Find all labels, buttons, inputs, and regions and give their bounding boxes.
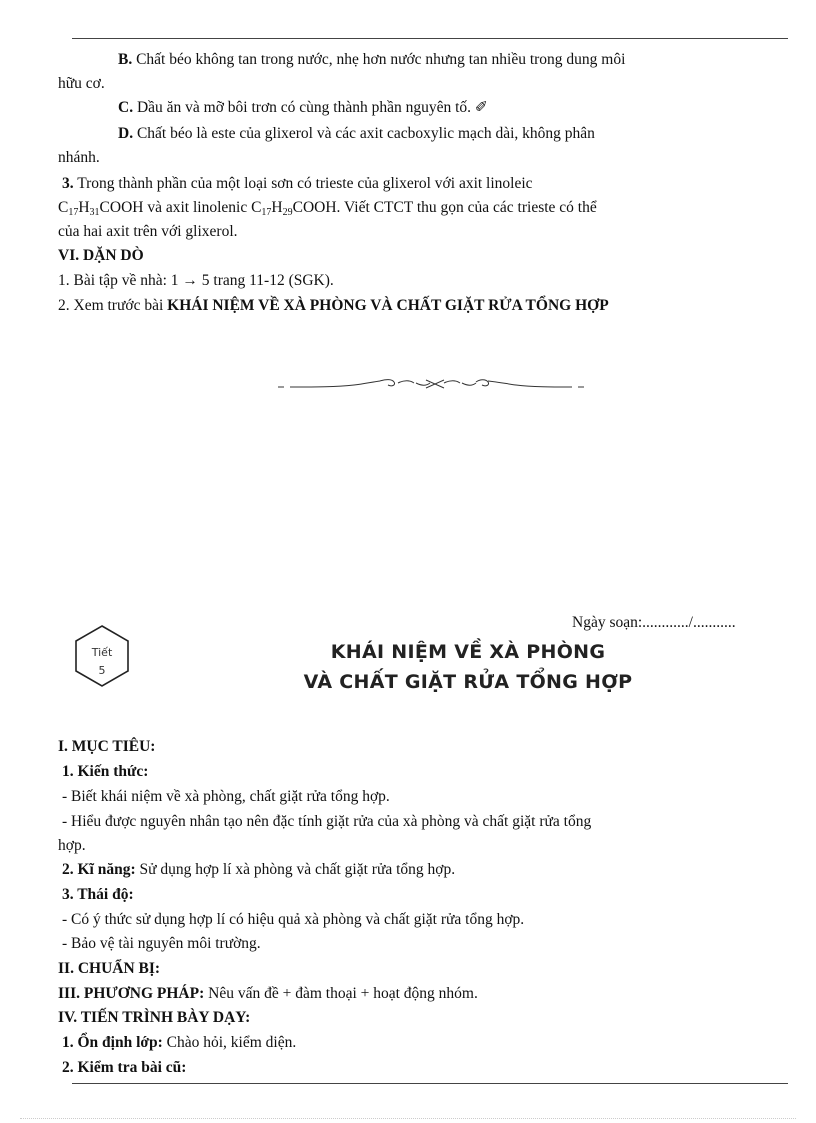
top-rule	[72, 38, 788, 39]
knowledge-item-1: - Biết khái niệm về xà phòng, chất giặt rửa tổng hợp.	[62, 788, 390, 805]
option-d	[118, 124, 595, 144]
homework-1: 1. Bài tập về nhà: 1 → 5 trang 11-12 (SGK).	[58, 272, 334, 289]
question-3-number: 3.	[62, 175, 74, 192]
pencil-icon: ✐	[474, 99, 488, 116]
option-d-cont: nhánh.	[58, 149, 100, 166]
option-b-cont: hữu cơ.	[58, 75, 105, 92]
knowledge-item-2-cont: hợp.	[58, 837, 86, 854]
class-stabilization-line: 1. Ổn định lớp: Chào hỏi, kiểm diện.	[62, 1034, 297, 1051]
attitude-item-1: - Có ý thức sử dụng hợp lí có hiệu quả xà phòng và chất giặt rửa tổng hợp.	[62, 911, 525, 928]
option-c	[118, 98, 488, 118]
question-3	[62, 174, 533, 194]
section-ii-heading: II. CHUẨN BỊ:	[58, 960, 161, 977]
section-i-heading: I. MỤC TIÊU:	[58, 738, 156, 755]
old-lesson-check-heading: 2. Kiểm tra bài cũ:	[62, 1059, 187, 1076]
option-b-letter: B.	[118, 51, 133, 68]
section-iv-heading: IV. TIẾN TRÌNH BÀY DẠY:	[58, 1009, 251, 1026]
preparation-date: Ngày soạn:............/...........	[572, 614, 736, 631]
bottom-rule	[72, 1083, 788, 1084]
lesson-badge-label: Tiết	[91, 646, 113, 659]
option-d-text: Chất béo là este của glixerol và các axit cacboxylic mạch dài, không phân	[133, 125, 595, 142]
option-b-text: Chất béo không tan trong nước, nhẹ hơn nước nhưng tan nhiều trong dung môi	[132, 51, 626, 68]
option-d-letter: D.	[118, 125, 134, 142]
question-3-cont: của hai axit trên với glixerol.	[58, 223, 238, 240]
next-lesson-title: KHÁI NIỆM VỀ XÀ PHÒNG VÀ CHẤT GIẶT RỬA TỔNG HỢP	[167, 297, 609, 314]
skills-line: 2. Kĩ năng: Sử dụng hợp lí xà phòng và chất giặt rửa tổng hợp.	[62, 861, 456, 878]
knowledge-heading: 1. Kiến thức:	[62, 763, 149, 780]
page-edge-dotted	[20, 1118, 796, 1119]
option-b	[118, 50, 625, 70]
ornament-divider	[276, 374, 586, 403]
flourish-ornament-icon	[276, 374, 586, 398]
lesson-title-line-2: VÀ CHẤT GIẶT RỬA TỔNG HỢP	[303, 671, 633, 693]
attitude-heading: 3. Thái độ:	[62, 886, 134, 903]
section-iii-line: III. PHƯƠNG PHÁP: Nêu vấn đề + đàm thoại + hoạt động nhóm.	[58, 985, 478, 1002]
lesson-title-line-1: KHÁI NIỆM VỀ XÀ PHÒNG	[330, 641, 606, 663]
lesson-badge-number: 5	[98, 664, 106, 677]
question-3-formula-line: $C_{17}H_{31}COOH$ và axit linolenic $C_{17}H_{29}COOH$. Viết CTCT thu gọn của các trieste có thể	[58, 199, 597, 218]
knowledge-item-2: - Hiểu được nguyên nhân tạo nên đặc tính giặt rửa của xà phòng và chất giặt rửa tổng	[62, 813, 592, 830]
homework-2: 2. Xem trước bài KHÁI NIỆM VỀ XÀ PHÒNG VÀ CHẤT GIẶT RỬA TỔNG HỢP	[58, 297, 609, 314]
attitude-item-2: - Bảo vệ tài nguyên môi trường.	[62, 935, 261, 952]
section-vi-heading: VI. DẶN DÒ	[58, 247, 144, 264]
question-3-text: Trong thành phần của một loại sơn có trieste của glixerol với axit linoleic	[73, 175, 533, 192]
option-c-text: Dầu ăn và mỡ bôi trơn có cùng thành phần nguyên tố.	[133, 99, 472, 116]
option-c-letter: C.	[118, 99, 134, 116]
